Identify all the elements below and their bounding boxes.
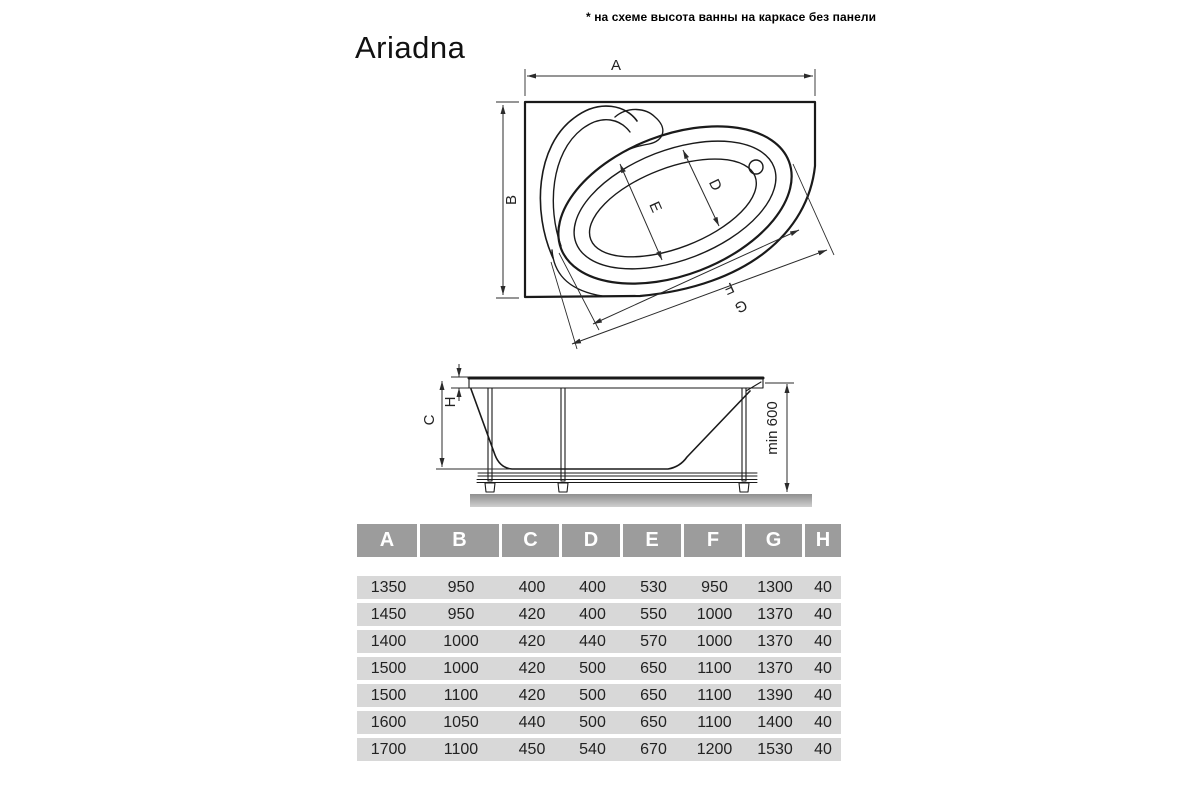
table-cell: 40: [814, 578, 832, 596]
table-cell: 1390: [757, 686, 793, 704]
table-cell: 400: [579, 578, 606, 596]
table-cell: 1450: [370, 605, 407, 623]
column-header-h: H: [805, 524, 841, 557]
table-cell: 1100: [443, 740, 479, 758]
table-cell: 550: [640, 605, 667, 623]
table-cell: 1700: [370, 740, 407, 758]
frame-feet: [485, 483, 749, 492]
table-cell: 1100: [443, 686, 479, 704]
column-header-g: G: [745, 524, 802, 557]
table-cell: 1400: [757, 713, 793, 731]
table-cell: 650: [640, 686, 667, 704]
side-view-drawing: [421, 364, 812, 507]
spec-table-body: [357, 576, 841, 761]
dimension-e: [620, 164, 665, 260]
dim-label-c: C: [421, 414, 438, 426]
bowl-outer-rim: [536, 96, 814, 317]
table-cell: 40: [814, 686, 832, 704]
bathtub-technical-drawing: [420, 50, 870, 510]
table-cell: 540: [579, 740, 606, 758]
dim-label-min-600: min 600: [764, 401, 781, 455]
dimension-min-height: [764, 383, 794, 492]
table-cell: 950: [447, 578, 475, 596]
table-cell: 1000: [443, 659, 479, 677]
table-cell: 1000: [696, 632, 733, 650]
table-cell: 420: [518, 605, 546, 623]
table-cell: 1050: [443, 713, 479, 731]
table-cell: 420: [518, 686, 546, 704]
column-header-f: F: [684, 524, 742, 557]
dim-label-h: H: [442, 396, 459, 408]
table-cell: 440: [518, 713, 546, 731]
bowl-inner-rim: [556, 116, 793, 298]
table-cell: 1100: [697, 659, 732, 677]
table-cell: 530: [640, 578, 667, 596]
table-cell: 1530: [757, 740, 793, 758]
table-cell: 400: [518, 578, 546, 596]
table-cell: 650: [640, 659, 667, 677]
column-header-d: D: [562, 524, 620, 557]
table-cell: 950: [447, 605, 475, 623]
table-cell: 420: [518, 632, 546, 650]
tub-bowl: [536, 96, 814, 317]
table-cell: 1500: [370, 659, 407, 677]
table-cell: 400: [579, 605, 606, 623]
table-row: [357, 711, 841, 734]
tub-profile: [471, 389, 750, 469]
table-cell: 670: [640, 740, 667, 758]
spec-table: [357, 524, 841, 765]
table-row: [357, 576, 841, 599]
table-cell: 440: [579, 632, 606, 650]
bowl-bottom: [576, 139, 769, 277]
top-view-drawing: [496, 57, 834, 349]
dimension-c: [421, 381, 510, 469]
table-cell: 1400: [370, 632, 407, 650]
table-cell: 1600: [370, 713, 407, 731]
page-title: Ariadna: [355, 30, 466, 65]
table-cell: 1000: [696, 605, 733, 623]
footnote: * на схеме высота ванны на каркасе без панели: [586, 10, 877, 24]
dim-label-d: D: [705, 176, 726, 194]
dim-label-b: B: [503, 194, 520, 206]
drain-hole: [749, 160, 763, 174]
table-cell: 1200: [696, 740, 733, 758]
frame-bottom-rail: [477, 480, 757, 483]
table-cell: 40: [814, 632, 832, 650]
column-header-a: A: [357, 524, 417, 557]
table-cell: 1370: [757, 659, 793, 677]
table-cell: 450: [518, 740, 546, 758]
table-row: [357, 684, 841, 707]
table-cell: 420: [518, 659, 546, 677]
table-cell: 1500: [370, 686, 407, 704]
table-cell: 570: [640, 632, 667, 650]
dimension-h: [442, 364, 469, 407]
table-row: [357, 630, 841, 653]
table-row: [357, 738, 841, 761]
table-row: [357, 603, 841, 626]
table-cell: 1100: [697, 713, 732, 731]
table-cell: 1000: [443, 632, 479, 650]
frame-posts: [488, 388, 746, 481]
table-cell: 40: [814, 659, 832, 677]
dimension-b: [496, 102, 520, 298]
column-header-e: E: [623, 524, 681, 557]
dim-label-g: G: [732, 295, 750, 317]
table-row: [357, 657, 841, 680]
table-cell: 500: [579, 659, 606, 677]
tub-bottom-edge: [478, 473, 757, 476]
column-header-c: C: [502, 524, 559, 557]
floor-strip: [470, 494, 812, 507]
dim-label-f: F: [721, 278, 737, 298]
table-cell: 1370: [757, 632, 793, 650]
column-header-b: B: [420, 524, 499, 557]
table-cell: 40: [814, 740, 832, 758]
table-cell: 500: [579, 686, 606, 704]
dim-label-a: A: [610, 57, 622, 74]
table-cell: 500: [579, 713, 606, 731]
table-cell: 1370: [757, 605, 793, 623]
dim-label-e: E: [645, 199, 665, 216]
table-cell: 40: [814, 605, 832, 623]
table-cell: 1100: [697, 686, 732, 704]
table-cell: 1350: [370, 578, 407, 596]
headrest-curves: [540, 106, 662, 296]
tub-rim: [469, 377, 763, 388]
table-cell: 950: [701, 578, 728, 596]
spec-table-header: [357, 524, 841, 557]
dimension-a: [525, 57, 815, 96]
table-cell: 1300: [757, 578, 793, 596]
table-cell: 40: [814, 713, 832, 731]
table-cell: 650: [640, 713, 667, 731]
